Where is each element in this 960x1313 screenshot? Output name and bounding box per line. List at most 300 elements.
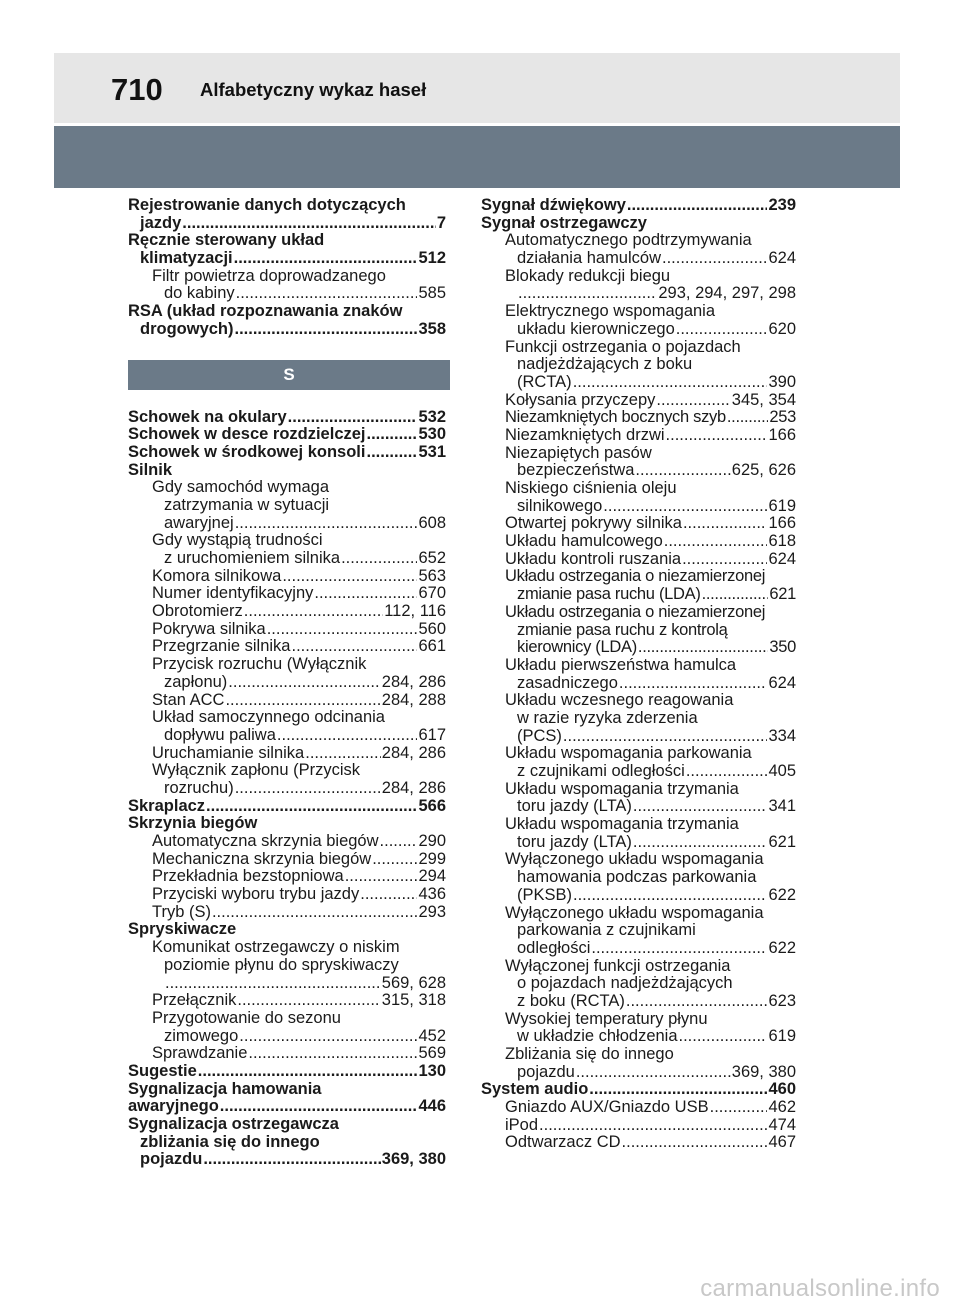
- index-line: [481, 604, 796, 622]
- index-entry-main: [128, 815, 446, 833]
- entry-text: Przygotowanie do sezonu: [152, 1008, 341, 1027]
- dot-leader: [573, 887, 767, 905]
- entry-text: Sygnał ostrzegawczy: [481, 213, 647, 232]
- index-line: [128, 426, 446, 444]
- entry-text: odległości: [517, 938, 591, 957]
- page-title: Alfabetyczny wykaz haseł: [200, 79, 427, 100]
- index-line: [481, 268, 796, 286]
- page-ref: 350: [769, 638, 796, 657]
- dot-leader: [237, 992, 380, 1010]
- index-entry-main: [128, 197, 446, 232]
- index-line: [128, 886, 446, 904]
- index-line: [128, 692, 446, 710]
- index-line: [481, 285, 796, 303]
- index-entry-sub: [128, 939, 446, 992]
- index-line: [481, 427, 796, 445]
- entry-text: Przyciski wyboru trybu jazdy: [152, 885, 360, 904]
- entry-text: bezpieczeństwa: [517, 461, 635, 480]
- index-entry-sub: [481, 1099, 796, 1117]
- index-entry-sub: [481, 445, 796, 480]
- watermark: carmanualsonline.info: [700, 1275, 940, 1302]
- index-entry-sub: [481, 303, 796, 338]
- dot-leader: [676, 321, 768, 339]
- dot-leader: [182, 215, 436, 233]
- page-ref: 532: [418, 407, 446, 426]
- entry-text: Wyłączonego układu wspomagania: [505, 903, 764, 922]
- index-line: [481, 356, 796, 374]
- page-ref: 284, 288: [381, 690, 446, 709]
- index-entry-sub: [481, 427, 796, 445]
- index-entry-sub: [128, 851, 446, 869]
- dot-leader: [203, 1151, 380, 1169]
- index-line: [481, 728, 796, 746]
- dot-leader: [627, 197, 768, 215]
- entry-text: w układzie chłodzenia: [517, 1027, 678, 1046]
- entry-text: Gniazdo AUX/Gniazdo USB: [505, 1098, 709, 1117]
- page-ref: 618: [768, 532, 796, 551]
- page-ref: 452: [418, 1026, 446, 1045]
- index-line: [128, 780, 446, 798]
- index-line: [128, 762, 446, 780]
- entry-text: Spryskiwacze: [128, 920, 237, 939]
- index-line: [481, 1064, 796, 1082]
- section-letter-bar: S: [128, 360, 450, 390]
- index-line: [481, 1081, 796, 1099]
- page-ref: 369, 380: [731, 1062, 796, 1081]
- entry-text: działania hamulców: [517, 249, 661, 268]
- index-entry-sub: [481, 958, 796, 1011]
- index-line: [481, 1011, 796, 1029]
- index-line: [128, 409, 446, 427]
- page-ref: 661: [418, 637, 446, 656]
- index-line: [481, 232, 796, 250]
- entry-text: zbliżania się do innego: [140, 1132, 320, 1151]
- entry-text: Sygnalizacja ostrzegawcza: [128, 1115, 339, 1133]
- index-line: [481, 869, 796, 887]
- entry-text: zapłonu): [164, 672, 228, 691]
- index-line: [128, 727, 446, 745]
- index-entry-main: [128, 303, 446, 338]
- dot-leader: [682, 551, 767, 569]
- dot-leader: [206, 798, 417, 816]
- index-entry-sub: [481, 339, 796, 392]
- page-ref: 462: [768, 1098, 796, 1117]
- index-line: [481, 303, 796, 321]
- entry-text: Sygnał dźwiękowy: [481, 196, 626, 214]
- entry-text: Układu hamulcowego: [505, 532, 663, 551]
- index-entry-sub: [128, 585, 446, 603]
- entry-text: drogowych): [140, 319, 234, 338]
- index-line: [128, 444, 446, 462]
- index-entry-sub: [128, 603, 446, 621]
- index-entry-sub: [128, 532, 446, 567]
- index-line: [481, 480, 796, 498]
- index-entry-main: [128, 1063, 446, 1081]
- entry-text: układu kierowniczego: [517, 319, 675, 338]
- entry-text: Funkcji ostrzegania o pojazdach: [505, 337, 741, 356]
- entry-text: Skrzynia biegów: [128, 814, 258, 833]
- entry-text: Układu wczesnego reagowania: [505, 691, 734, 710]
- entry-text: Stan ACC: [152, 690, 225, 709]
- page-ref: 390: [768, 372, 796, 391]
- page-ref: 7: [436, 213, 446, 232]
- dot-leader: [702, 586, 769, 604]
- dot-leader: [225, 692, 380, 710]
- index-entry-sub: [128, 621, 446, 639]
- index-line: [128, 868, 446, 886]
- index-entries-s-continued: [481, 197, 796, 1152]
- index-line: [481, 905, 796, 923]
- dot-leader: [291, 638, 417, 656]
- index-entry-sub: [128, 762, 446, 797]
- page-ref: 531: [418, 442, 446, 461]
- index-line: [481, 975, 796, 993]
- page-ref: 585: [418, 284, 446, 303]
- entry-text: Pokrywa silnika: [152, 619, 266, 638]
- index-line: [128, 1151, 446, 1169]
- index-line: [481, 1028, 796, 1046]
- entry-text: Odtwarzacz CD: [505, 1133, 621, 1152]
- index-line: [481, 798, 796, 816]
- dot-leader: [220, 1098, 418, 1116]
- index-line: [128, 921, 446, 939]
- dot-leader: [341, 550, 417, 568]
- entry-text: Numer identyfikacyjny: [152, 584, 314, 603]
- index-line: [481, 922, 796, 940]
- index-entry-main: [128, 1081, 446, 1116]
- index-line: [481, 197, 796, 215]
- page-ref: 341: [768, 797, 796, 816]
- page-ref: 284, 286: [381, 743, 446, 762]
- page-ref: 569: [418, 1044, 446, 1063]
- dot-leader: [683, 515, 768, 533]
- page-ref: 670: [418, 584, 446, 603]
- page-ref: 369, 380: [381, 1150, 446, 1169]
- entry-text: Przełącznik: [152, 991, 237, 1010]
- index-line: [481, 745, 796, 763]
- dot-leader: [366, 444, 417, 462]
- page-ref: 436: [418, 885, 446, 904]
- entry-text: Sprawdzanie: [152, 1044, 248, 1063]
- index-line: [481, 834, 796, 852]
- index-entries-s: [128, 409, 446, 1170]
- entry-text: toru jazdy (LTA): [517, 832, 632, 851]
- page-ref: 299: [418, 849, 446, 868]
- page-ref: 530: [418, 425, 446, 444]
- entry-text: Obrotomierz: [152, 602, 243, 621]
- index-line: [128, 303, 446, 321]
- index-entry-sub: [128, 745, 446, 763]
- page-ref: 619: [768, 496, 796, 515]
- dot-leader: [619, 675, 768, 693]
- dot-leader: [367, 426, 418, 444]
- dot-leader: [666, 427, 768, 445]
- dot-leader: [228, 674, 380, 692]
- dot-leader: [236, 285, 418, 303]
- index-line: [128, 904, 446, 922]
- index-entry-sub: [481, 515, 796, 533]
- index-line: [128, 709, 446, 727]
- entry-text: z boku (RCTA): [517, 991, 625, 1010]
- index-line: [481, 639, 796, 657]
- index-entry-main: [128, 921, 446, 939]
- page-number: 710: [111, 72, 163, 107]
- index-line: [481, 675, 796, 693]
- entry-text: Elektrycznego wspomagania: [505, 302, 716, 321]
- dot-leader: [277, 727, 418, 745]
- index-line: [481, 958, 796, 976]
- page-ref: 622: [768, 885, 796, 904]
- entry-text: silnikowego: [517, 496, 603, 515]
- page-ref: 290: [418, 832, 446, 850]
- index-entry-main: [128, 232, 446, 267]
- page-ref: 253: [769, 408, 796, 427]
- index-entry-sub: [481, 657, 796, 692]
- dot-leader: [518, 285, 657, 303]
- page-ref: 239: [768, 196, 796, 214]
- index-line: [481, 515, 796, 533]
- entry-text: nadjeżdżających z boku: [517, 355, 693, 374]
- entry-text: Niskiego ciśnienia oleju: [505, 479, 677, 497]
- entry-text: parkowania z czujnikami: [517, 921, 696, 940]
- entry-text: Układu wspomagania parkowania: [505, 744, 752, 763]
- index-entry-sub: [128, 868, 446, 886]
- index-entry-sub: [481, 392, 796, 410]
- entry-text: Komunikat ostrzegawczy o niskim: [152, 938, 400, 957]
- index-line: [128, 1045, 446, 1063]
- entry-text: Otwartej pokrywy silnika: [505, 514, 682, 533]
- index-line: [128, 1081, 446, 1099]
- entry-text: awaryjnego: [128, 1097, 219, 1116]
- entry-text: System audio: [481, 1080, 589, 1099]
- index-entry-main: [128, 444, 446, 462]
- entry-text: Wysokiej temperatury płynu: [505, 1009, 708, 1028]
- entry-text: zatrzymania w sytuacji: [164, 495, 330, 514]
- index-entry-sub: [481, 692, 796, 745]
- index-entries-r: [128, 197, 446, 339]
- page-ref: 623: [768, 991, 796, 1010]
- index-line: [481, 816, 796, 834]
- index-entry-sub: [481, 1134, 796, 1152]
- entry-text: pojazdu: [517, 1062, 575, 1081]
- entry-text: hamowania podczas parkowania: [517, 868, 757, 887]
- entry-text: Sugestie: [128, 1061, 197, 1080]
- entry-text: Sygnalizacja hamowania: [128, 1079, 322, 1098]
- dot-leader: [282, 568, 417, 586]
- entry-text: Rejestrowanie danych dotyczących: [128, 196, 406, 214]
- dot-leader: [589, 1081, 767, 1099]
- entry-text: Wyłącznik zapłonu (Przycisk: [152, 761, 360, 780]
- page-ref: 284, 286: [381, 672, 446, 691]
- index-entry-sub: [481, 480, 796, 515]
- entry-text: Silnik: [128, 460, 173, 479]
- index-entry-sub: [481, 851, 796, 904]
- dot-leader: [603, 498, 767, 516]
- dot-leader: [212, 904, 418, 922]
- page-ref: 569, 628: [381, 973, 446, 992]
- dot-leader: [539, 1117, 767, 1135]
- index-entry-sub: [481, 533, 796, 551]
- index-entry-main: [128, 409, 446, 427]
- entry-text: Komora silnikowa: [152, 566, 282, 585]
- dot-leader: [576, 1064, 731, 1082]
- page-ref: 294: [418, 867, 446, 886]
- page-ref: 563: [418, 566, 446, 585]
- index-entry-sub: [128, 709, 446, 744]
- index-line: [481, 551, 796, 569]
- index-line: [128, 674, 446, 692]
- entry-text: Gdy samochód wymaga: [152, 478, 329, 497]
- entry-text: Wyłączonego układu wspomagania: [505, 850, 764, 869]
- entry-text: Filtr powietrza doprowadzanego: [152, 266, 386, 285]
- index-line: [128, 798, 446, 816]
- page-ref: 334: [768, 726, 796, 745]
- index-line: [128, 479, 446, 497]
- index-line: [481, 409, 796, 427]
- index-entry-main: [128, 462, 446, 480]
- index-line: [481, 374, 796, 392]
- index-line: [128, 975, 446, 993]
- index-line: [481, 940, 796, 958]
- entry-text: Układu kontroli ruszania: [505, 549, 682, 568]
- index-line: [481, 851, 796, 869]
- page-ref: 619: [768, 1027, 796, 1046]
- page-ref: 624: [768, 549, 796, 568]
- index-line: [128, 621, 446, 639]
- index-column-left: [128, 197, 446, 1169]
- dot-leader: [198, 1063, 418, 1081]
- index-entry-sub: [481, 604, 796, 657]
- index-entry-main: [128, 426, 446, 444]
- entry-text: dopływu paliwa: [164, 725, 276, 744]
- index-line: [128, 851, 446, 869]
- index-line: [128, 321, 446, 339]
- dot-leader: [662, 250, 767, 268]
- page-ref: 130: [418, 1061, 446, 1080]
- entry-text: Schowek w środkowej konsoli: [128, 442, 366, 461]
- index-entry-sub: [481, 1117, 796, 1135]
- dot-leader: [235, 780, 381, 798]
- page-ref: 293, 294, 297, 298: [658, 284, 796, 303]
- page-ref: 446: [418, 1097, 446, 1116]
- index-entry-main: [481, 1081, 796, 1099]
- header-gray-bar: [54, 126, 900, 188]
- index-line: [128, 568, 446, 586]
- index-line: [128, 515, 446, 533]
- entry-text: Niezapiętych pasów: [505, 443, 652, 462]
- entry-text: Uruchamianie silnika: [152, 743, 305, 762]
- dot-leader: [305, 745, 381, 763]
- dot-leader: [633, 798, 768, 816]
- entry-text: zimowego: [164, 1026, 239, 1045]
- header-band: [54, 53, 900, 123]
- index-line: [128, 232, 446, 250]
- dot-leader: [239, 1028, 417, 1046]
- entry-text: toru jazdy (LTA): [517, 797, 632, 816]
- page-ref: 166: [768, 514, 796, 533]
- entry-text: Układu ostrzegania o niezamierzonej: [505, 567, 766, 586]
- entry-text: Schowek na okulary: [128, 407, 287, 426]
- page-ref: 405: [768, 762, 796, 780]
- dot-leader: [235, 321, 418, 339]
- index-line: [128, 992, 446, 1010]
- index-entry-sub: [481, 268, 796, 303]
- dot-leader: [267, 621, 418, 639]
- index-entry-sub: [481, 568, 796, 603]
- entry-text: Blokady redukcji biegu: [505, 266, 671, 285]
- page-ref: 345, 354: [731, 390, 796, 409]
- index-line: [481, 657, 796, 675]
- index-entry-sub: [481, 551, 796, 569]
- dot-leader: [372, 851, 417, 869]
- entry-text: zasadniczego: [517, 673, 618, 692]
- index-entry-sub: [128, 1045, 446, 1063]
- index-line: [128, 603, 446, 621]
- index-entry-sub: [481, 232, 796, 267]
- index-entry-sub: [481, 905, 796, 958]
- entry-text: Automatyczna skrzynia biegów: [152, 832, 379, 850]
- entry-text: Układ samoczynnego odcinania: [152, 708, 385, 727]
- index-entry-sub: [128, 479, 446, 532]
- page-ref: 315, 318: [381, 991, 446, 1010]
- index-line: [128, 585, 446, 603]
- page-ref: 624: [768, 249, 796, 268]
- page-ref: 284, 286: [381, 778, 446, 797]
- index-line: [481, 692, 796, 710]
- dot-leader: [244, 603, 383, 621]
- index-line: [481, 533, 796, 551]
- entry-text: Ręcznie sterowany układ: [128, 231, 325, 250]
- index-line: [481, 498, 796, 516]
- dot-leader: [563, 728, 768, 746]
- index-entry-sub: [128, 904, 446, 922]
- page-ref: 460: [768, 1080, 796, 1099]
- index-line: [128, 745, 446, 763]
- index-line: [128, 215, 446, 233]
- index-entry-sub: [128, 692, 446, 710]
- dot-leader: [727, 409, 768, 427]
- entry-text: Mechaniczna skrzynia biegów: [152, 849, 372, 868]
- index-line: [128, 815, 446, 833]
- index-entry-sub: [128, 1010, 446, 1045]
- index-entry-main: [481, 197, 796, 215]
- dot-leader: [345, 868, 418, 886]
- dot-leader: [686, 763, 768, 781]
- page-ref: 566: [418, 796, 446, 815]
- dot-leader: [288, 409, 418, 427]
- entry-text: iPod: [505, 1115, 539, 1134]
- index-line: [481, 586, 796, 604]
- page-ref: 293: [418, 902, 446, 921]
- entry-text: w razie ryzyka zderzenia: [517, 708, 698, 727]
- dot-leader: [235, 515, 418, 533]
- index-line: [128, 1134, 446, 1152]
- entry-text: kierownicy (LDA): [517, 638, 637, 657]
- page-ref: 622: [768, 938, 796, 957]
- index-line: [481, 392, 796, 410]
- dot-leader: [165, 975, 381, 993]
- index-line: [128, 1010, 446, 1028]
- index-entry-sub: [481, 1011, 796, 1046]
- index-line: [128, 1063, 446, 1081]
- dot-leader: [591, 940, 767, 958]
- page-ref: 608: [418, 513, 446, 532]
- page-ref: 512: [418, 249, 446, 268]
- entry-text: zmianie pasa ruchu (LDA): [517, 585, 701, 604]
- index-line: [481, 462, 796, 480]
- page-ref: 652: [418, 549, 446, 567]
- dot-leader: [573, 374, 768, 392]
